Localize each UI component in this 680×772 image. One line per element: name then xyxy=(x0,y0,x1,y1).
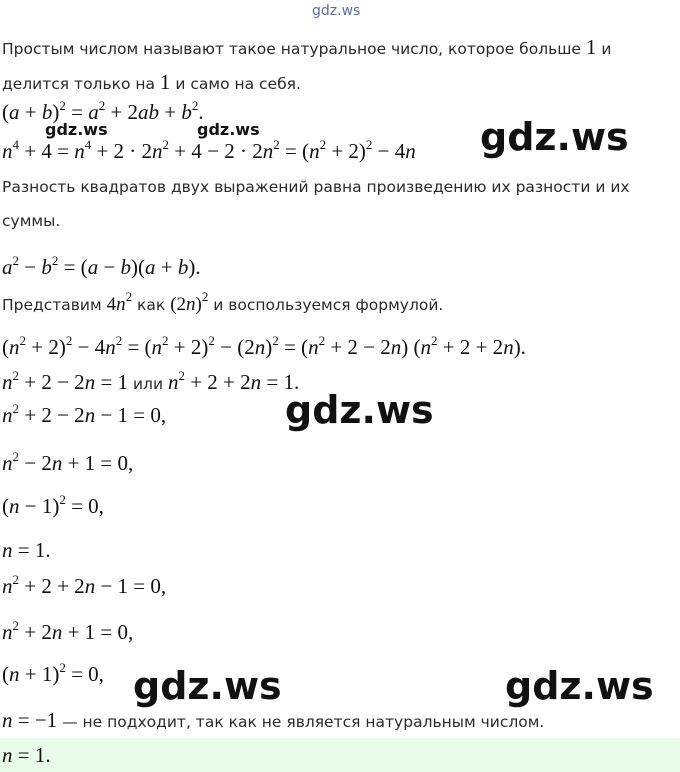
equations-or: $n^2 + 2 - 2n = 1$ или $n^2 + 2 + 2n = 1$. xyxy=(2,368,300,394)
root-negative-line: n = −1 — не подходит, так как не является натуральным числом. xyxy=(2,708,545,732)
equation-step-3: $(n - 1)^2 = 0$, xyxy=(2,492,104,518)
answer-highlight xyxy=(0,738,680,772)
prime-definition-line-2 xyxy=(2,70,301,95)
prime-definition-line-1 xyxy=(2,35,611,60)
formula-n4-plus-4: $n^4 + 4 = n^4 + 2 \cdot 2n^2 + 4 - 2 \cdot 2n^2 = (n^2 + 2)^2 - 4n$ xyxy=(2,137,416,163)
equation-step-4: $n^2 + 2 + 2n - 1 = 0$, xyxy=(2,572,167,598)
math-one: 1 xyxy=(159,70,171,94)
text: — не подходит, так как не является натуральным числом. xyxy=(57,713,545,731)
diff-squares-text-2: суммы. xyxy=(2,212,61,230)
represent-line: Представим $4n^2$ как $(2n)^2$ и воспользуемся формулой. xyxy=(2,289,444,315)
root-1: n = 1. xyxy=(2,538,51,562)
text: и воспользуемся формулой. xyxy=(208,296,444,314)
watermark-top: gdz.ws xyxy=(312,3,361,19)
formula-factorization: $(n^2 + 2)^2 - 4n^2 = (n^2 + 2)^2 - (2n)^2 = (n^2 + 2 - 2n) (n^2 + 2 + 2n)$. xyxy=(2,333,526,359)
watermark-big: gdz.ws xyxy=(480,115,629,159)
text: и само на себя. xyxy=(170,75,301,93)
math-one: 1 xyxy=(585,35,597,59)
equation-step-5: $n^2 + 2n + 1 = 0$, xyxy=(2,618,134,644)
formula-difference-of-squares: $a^2 - b^2 = (a - b)(a + b)$. xyxy=(2,253,201,279)
equation-step-6: $(n + 1)^2 = 0$, xyxy=(2,660,104,686)
watermark-small: gdz.ws xyxy=(45,120,108,139)
text: и xyxy=(596,40,612,58)
text: делится только на xyxy=(2,75,160,93)
text-or: или xyxy=(128,375,168,393)
text: как xyxy=(132,296,171,314)
watermark-small: gdz.ws xyxy=(197,120,260,139)
final-answer: n = 1. xyxy=(2,743,51,767)
watermark-big: gdz.ws xyxy=(133,664,282,708)
formula-square-of-sum: $(a + b)^2 = a^2 + 2ab + b^2$. xyxy=(2,98,204,124)
equation-step-2: $n^2 - 2n + 1 = 0$, xyxy=(2,449,134,475)
diff-squares-text-1: Разность квадратов двух выражений равна произведению их разности и их xyxy=(2,178,630,196)
text: Представим xyxy=(2,296,107,314)
watermark-big: gdz.ws xyxy=(285,388,434,432)
watermark-big: gdz.ws xyxy=(505,664,654,708)
text: Простым числом называют такое натуральное число, которое больше xyxy=(2,40,586,58)
equation-step-1: $n^2 + 2 - 2n - 1 = 0$, xyxy=(2,401,167,427)
